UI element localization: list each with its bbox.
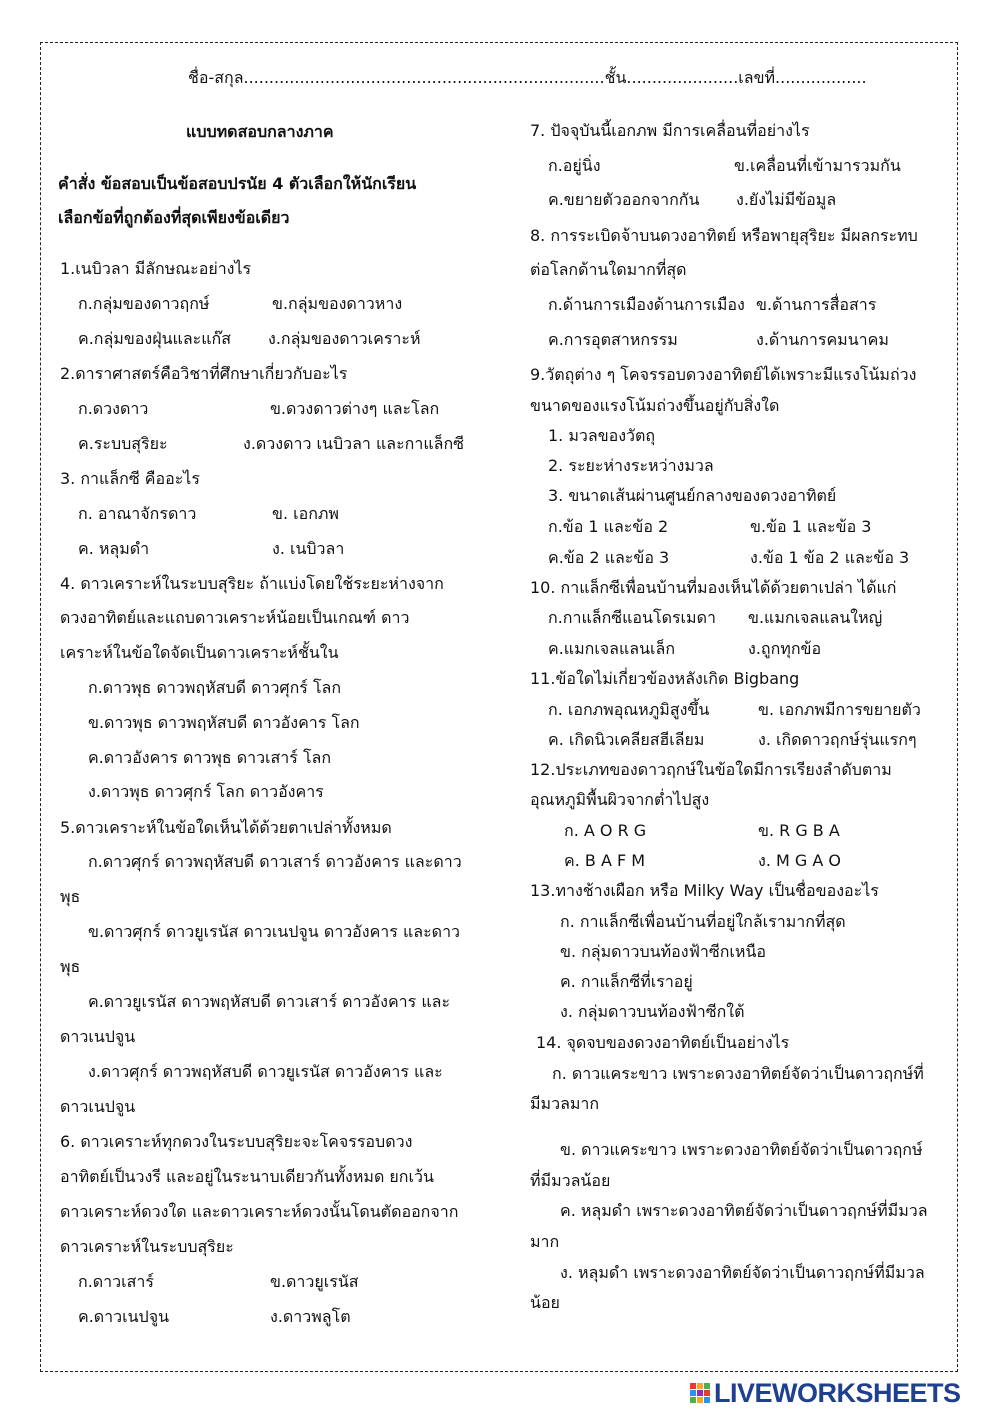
choice[interactable]: ก.ดาวเสาร์ [78, 1272, 154, 1291]
choice[interactable]: ง.ยังไม่มีข้อมูล [736, 190, 837, 209]
question-12: 12.ประเภทของดาวฤกษ์ในข้อใดมีการเรียงลำดับตาม [530, 760, 892, 779]
choice[interactable]: ง.ดาวพุธ ดาวศุกร์ โลก ดาวอังคาร [88, 782, 324, 801]
choice[interactable]: ค. หลุมดำ เพราะดวงอาทิตย์จัดว่าเป็นดาวฤกษ์ที่มีมวล [560, 1201, 928, 1220]
choice[interactable]: ก.ดาวศุกร์ ดาวพฤหัสบดี ดาวเสาร์ ดาวอังคาร และดาว [88, 852, 462, 871]
question-4-text: เคราะห์ในข้อใดจัดเป็นดาวเคราะห์ชั้นใน [60, 643, 339, 662]
choice[interactable]: ก.อยู่นิ่ง [548, 156, 601, 175]
choice[interactable]: ค. กาแล็กซีที่เราอยู่ [560, 972, 693, 991]
question-14: 14. จุดจบของดวงอาทิตย์เป็นอย่างไร [536, 1033, 790, 1052]
question-12-text: อุณหภูมิพื้นผิวจากต่ำไปสูง [530, 790, 710, 809]
choice[interactable]: ก. กาแล็กซีเพื่อนบ้านที่อยู่ใกล้เรามากที่สุด [560, 912, 846, 931]
question-4-text: ดวงอาทิตย์และแถบดาวเคราะห์น้อยเป็นเกณฑ์ ดาว [60, 608, 410, 627]
choice[interactable]: ง.ถูกทุกข้อ [748, 639, 822, 658]
choice[interactable]: ค. หลุมดำ [78, 539, 150, 558]
choice-continued: มาก [530, 1232, 560, 1251]
question-9-item: 3. ขนาดเส้นผ่านศูนย์กลางของดวงอาทิตย์ [548, 486, 837, 505]
question-2: 2.ดาราศาสตร์คือวิชาที่ศึกษาเกี่ยวกับอะไร [60, 364, 348, 383]
choice[interactable]: ค.แมกเจลแลนเล็ก [548, 639, 675, 658]
question-6: 6. ดาวเคราะห์ทุกดวงในระบบสุริยะจะโคจรรอบดวง [60, 1132, 413, 1151]
choice[interactable]: ข.ด้านการสื่อสาร [756, 295, 877, 314]
choice[interactable]: ก.กาแล็กซีแอนโดรเมดา [548, 608, 716, 627]
choice[interactable]: ง.ด้านการคมนาคม [756, 330, 889, 349]
question-1: 1.เนบิวลา มีลักษณะอย่างไร [60, 259, 252, 278]
choice-continued: ดาวเนปจูน [60, 1097, 136, 1116]
choice[interactable]: ค.ดาวเนปจูน [78, 1307, 170, 1326]
instructions: เลือกข้อที่ถูกต้องที่สุดเพียงข้อเดียว [58, 208, 290, 227]
choice[interactable]: ก. เอกภพอุณหภูมิสูงขึ้น [548, 700, 710, 719]
liveworksheets-icon [690, 1383, 710, 1403]
choice[interactable]: ค.กลุ่มของฝุ่นและแก๊ส [78, 329, 231, 348]
choice[interactable]: ข. กลุ่มดาวบนท้องฟ้าซีกเหนือ [560, 942, 766, 961]
choice[interactable]: ข.กลุ่มของดาวหาง [272, 294, 403, 313]
choice[interactable]: ค.การอุตสาหกรรม [548, 330, 678, 349]
question-13: 13.ทางช้างเผือก หรือ Milky Way เป็นชื่อของอะไร [530, 881, 879, 900]
choice[interactable]: ก. ดาวแคระขาว เพราะดวงอาทิตย์จัดว่าเป็นดาวฤกษ์ที่ [552, 1064, 924, 1083]
choice[interactable]: ค.ดาวยูเรนัส ดาวพฤหัสบดี ดาวเสาร์ ดาวอังคาร และ [88, 992, 451, 1011]
choice[interactable]: ง.ข้อ 1 ข้อ 2 และข้อ 3 [750, 548, 910, 567]
choice[interactable]: ค.ข้อ 2 และข้อ 3 [548, 548, 670, 567]
choice[interactable]: ง. เกิดดาวฤกษ์รุ่นแรกๆ [758, 730, 917, 749]
liveworksheets-logo [690, 1379, 961, 1407]
choice-continued: น้อย [530, 1293, 560, 1312]
choice-continued: พุธ [60, 887, 81, 906]
choice[interactable]: ง. กลุ่มดาวบนท้องฟ้าซีกใต้ [560, 1002, 745, 1021]
choice[interactable]: ข.แมกเจลแลนใหญ่ [748, 608, 883, 627]
question-9-item: 1. มวลของวัตถุ [548, 426, 656, 445]
question-3: 3. กาแล็กซี คืออะไร [60, 469, 200, 488]
choice[interactable]: ข.ดวงดาวต่างๆ และโลก [270, 399, 440, 418]
choice[interactable]: ก.ด้านการเมืองด้านการเมือง [548, 295, 745, 314]
choice[interactable]: ข. R G B A [758, 821, 840, 840]
question-9: 9.วัตถุต่าง ๆ โคจรรอบดวงอาทิตย์ได้เพราะมีแรงโน้มถ่วง [530, 365, 917, 384]
choice[interactable]: ง. หลุมดำ เพราะดวงอาทิตย์จัดว่าเป็นดาวฤกษ์ที่มีมวล [560, 1263, 925, 1282]
question-8: 8. การระเบิดจ้าบนดวงอาทิตย์ หรือพายุสุริยะ มีผลกระทบ [530, 226, 918, 245]
choice[interactable]: ค.ขยายตัวออกจากกัน [548, 190, 700, 209]
choice-continued: ที่มีมวลน้อย [530, 1171, 611, 1190]
question-4: 4. ดาวเคราะห์ในระบบสุริยะ ถ้าแบ่งโดยใช้ระยะห่างจาก [60, 574, 444, 593]
choice[interactable]: ข. เอกภพมีการขยายตัว [758, 700, 921, 719]
choice[interactable]: ง.ดวงดาว เนบิวลา และกาแล็กซี [243, 434, 464, 453]
choice-continued: ดาวเนปจูน [60, 1027, 136, 1046]
choice[interactable]: ก.ดวงดาว [78, 399, 149, 418]
question-5: 5.ดาวเคราะห์ในข้อใดเห็นได้ด้วยตาเปล่าทั้งหมด [60, 818, 392, 837]
choice[interactable]: ข.เคลื่อนที่เข้ามารวมกัน [734, 156, 901, 175]
choice[interactable]: ง. เนบิวลา [272, 539, 345, 558]
question-10: 10. กาแล็กซีเพื่อนบ้านที่มองเห็นได้ด้วยตาเปล่า ได้แก่ [530, 578, 897, 597]
liveworksheets-wordmark: LIVEWORKSHEETS [714, 1377, 961, 1408]
choice[interactable]: ก. อาณาจักรดาว [78, 504, 197, 523]
choice[interactable]: ก.กลุ่มของดาวฤกษ์ [78, 294, 210, 313]
choice[interactable]: ข. ดาวแคระขาว เพราะดวงอาทิตย์จัดว่าเป็นดาวฤกษ์ [560, 1140, 923, 1159]
choice[interactable]: ข.ข้อ 1 และข้อ 3 [750, 517, 872, 536]
choice[interactable]: ค. B A F M [564, 851, 646, 870]
choice[interactable]: ค.ระบบสุริยะ [78, 434, 168, 453]
choice[interactable]: ง. M G A O [758, 851, 841, 870]
choice[interactable]: ข.ดาวยูเรนัส [270, 1272, 359, 1291]
question-6-text: อาทิตย์เป็นวงรี และอยู่ในระนาบเดียวกันทั้งหมด ยกเว้น [60, 1167, 434, 1186]
student-info-line: ชื่อ-สกุล.......................................................................ชั้น......................เลขที่.................. [188, 68, 867, 87]
question-7: 7. ปัจจุบันนี้เอกภพ มีการเคลื่อนที่อย่างไร [530, 121, 810, 140]
choice[interactable]: ก.ดาวพุธ ดาวพฤหัสบดี ดาวศุกร์ โลก [88, 678, 342, 697]
choice[interactable]: ข.ดาวพุธ ดาวพฤหัสบดี ดาวอังคาร โลก [88, 713, 360, 732]
exam-title: แบบทดสอบกลางภาค [186, 122, 334, 141]
question-9-text: ขนาดของแรงโน้มถ่วงขึ้นอยู่กับสิ่งใด [530, 396, 780, 415]
choice[interactable]: ง.ดาวศุกร์ ดาวพฤหัสบดี ดาวยูเรนัส ดาวอังคาร และ [88, 1062, 443, 1081]
choice[interactable]: ค. เกิดนิวเคลียสฮีเลียม [548, 730, 705, 749]
choice[interactable]: ง.กลุ่มของดาวเคราะห์ [268, 329, 421, 348]
choice[interactable]: ง.ดาวพลูโต [270, 1307, 351, 1326]
choice[interactable]: ข.ดาวศุกร์ ดาวยูเรนัส ดาวเนปจูน ดาวอังคาร และดาว [88, 922, 461, 941]
choice[interactable]: ข. เอกภพ [272, 504, 339, 523]
instructions: คำสั่ง ข้อสอบเป็นข้อสอบปรนัย 4 ตัวเลือกให้นักเรียน [58, 174, 417, 193]
question-8-text: ต่อโลกด้านใดมากที่สุด [530, 260, 687, 279]
choice-continued: พุธ [60, 957, 81, 976]
choice[interactable]: ก.ข้อ 1 และข้อ 2 [548, 517, 669, 536]
question-6-text: ดาวเคราะห์ดวงใด และดาวเคราะห์ดวงนั้นโดนตัดออกจาก [60, 1202, 459, 1221]
choice-continued: มีมวลมาก [530, 1094, 600, 1113]
question-6-text: ดาวเคราะห์ในระบบสุริยะ [60, 1237, 234, 1256]
question-11: 11.ข้อใดไม่เกี่ยวข้องหลังเกิด Bigbang [530, 669, 800, 688]
choice[interactable]: ค.ดาวอังคาร ดาวพุธ ดาวเสาร์ โลก [88, 748, 332, 767]
choice[interactable]: ก. A O R G [564, 821, 647, 840]
question-9-item: 2. ระยะห่างระหว่างมวล [548, 456, 714, 475]
